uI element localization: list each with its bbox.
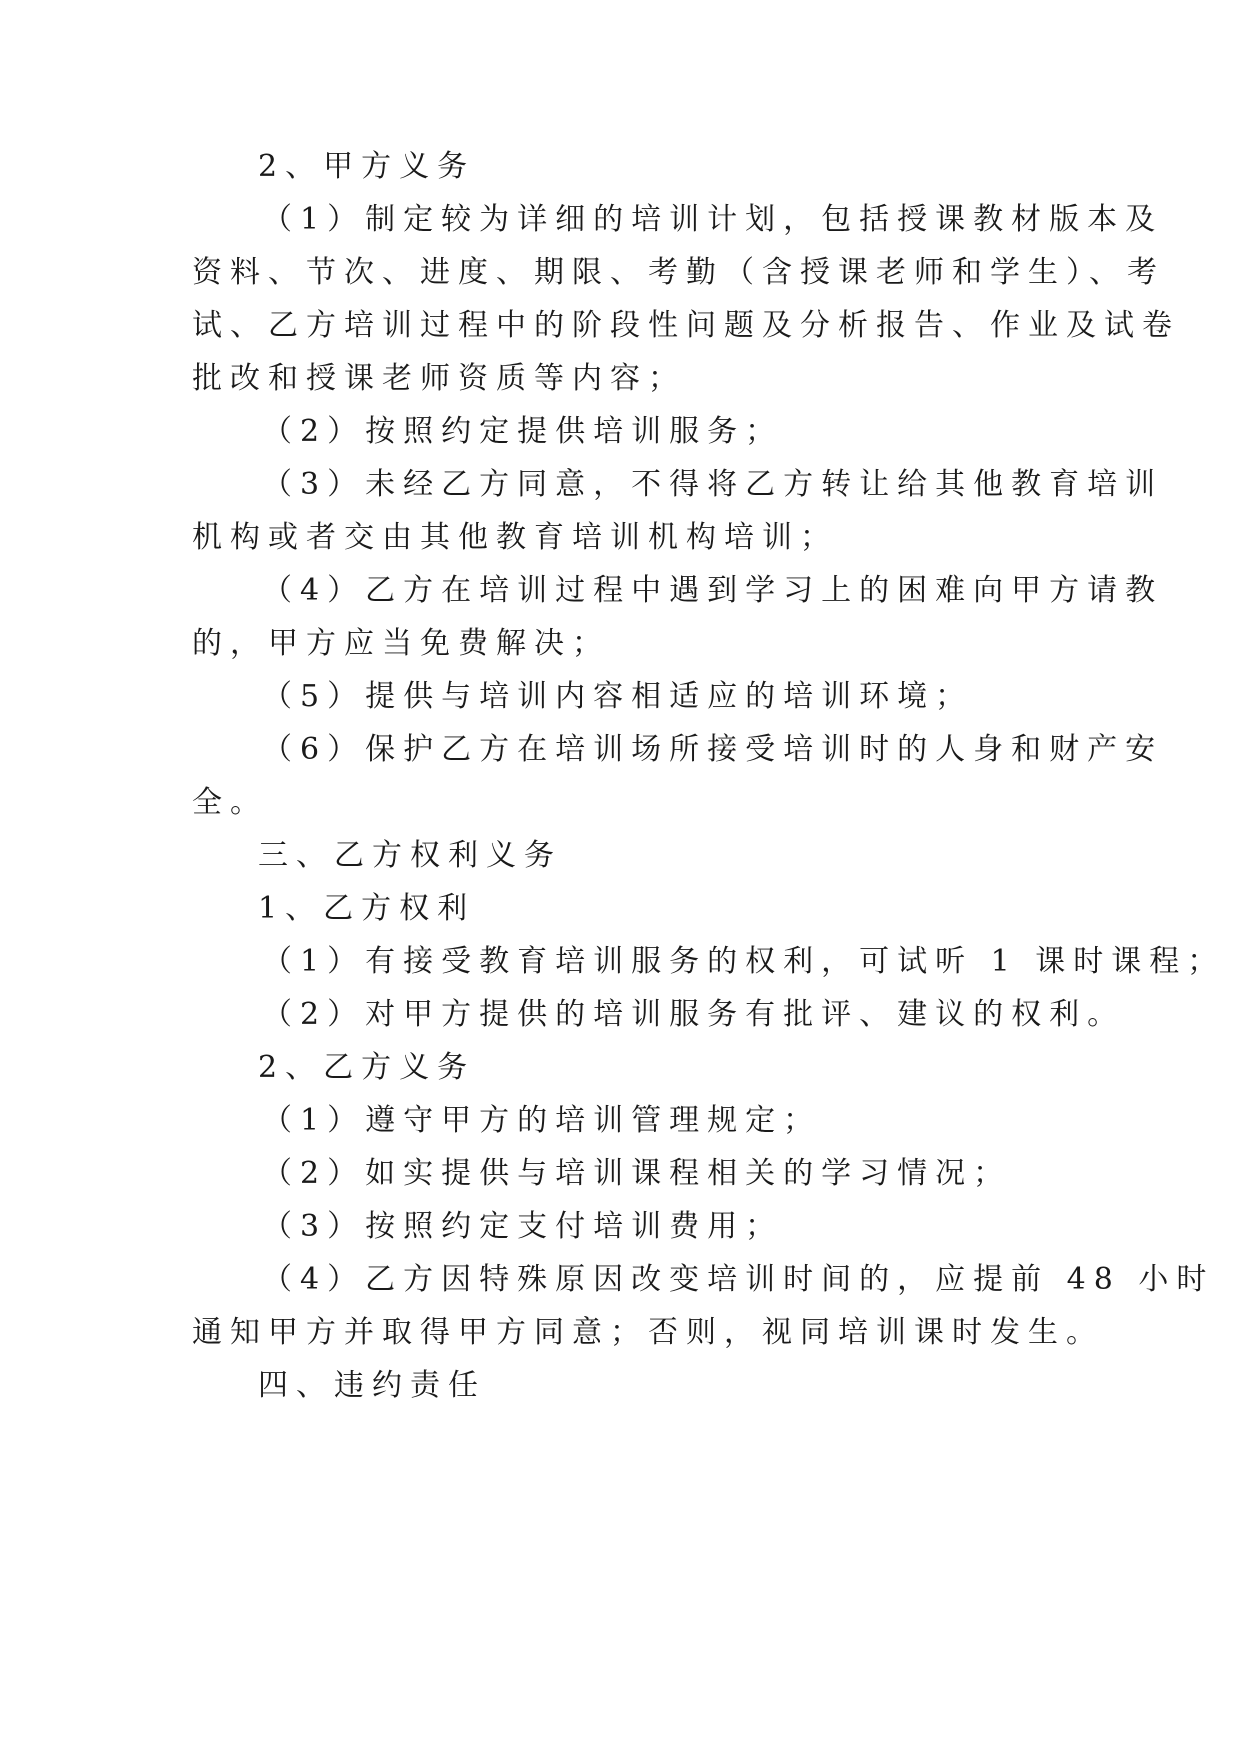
paragraph-line: （2）对甲方提供的培训服务有批评、建议的权利。 bbox=[262, 997, 1126, 1032]
paragraph-line: 的，甲方应当免费解决； bbox=[192, 626, 610, 661]
paragraph-line: （1）有接受教育培训服务的权利，可试听 1 课时课程； bbox=[262, 944, 1226, 979]
section-heading-breach: 四、违约责任 bbox=[258, 1368, 486, 1403]
paragraph-line: （4）乙方因特殊原因改变培训时间的，应提前 48 小时 bbox=[262, 1262, 1215, 1297]
paragraph-line: 批改和授课老师资质等内容； bbox=[192, 361, 686, 396]
heading-party-a-obligations: 2、甲方义务 bbox=[258, 149, 476, 184]
paragraph-line: （2）如实提供与培训课程相关的学习情况； bbox=[262, 1156, 1012, 1191]
paragraph-line: （3）未经乙方同意，不得将乙方转让给其他教育培训 bbox=[262, 467, 1164, 502]
paragraph-line: （1）制定较为详细的培训计划，包括授课教材版本及 bbox=[262, 202, 1164, 237]
paragraph-line: 机构或者交由其他教育培训机构培训； bbox=[192, 520, 838, 555]
heading-party-b-rights: 1、乙方权利 bbox=[258, 891, 476, 926]
paragraph-line: （2）按照约定提供培训服务； bbox=[262, 414, 784, 449]
paragraph-line: （5）提供与培训内容相适应的培训环境； bbox=[262, 679, 974, 714]
heading-party-b-obligations: 2、乙方义务 bbox=[258, 1050, 476, 1085]
paragraph-line: （3）按照约定支付培训费用； bbox=[262, 1209, 784, 1244]
paragraph-line: 试、乙方培训过程中的阶段性问题及分析报告、作业及试卷 bbox=[192, 308, 1180, 343]
paragraph-line: （4）乙方在培训过程中遇到学习上的困难向甲方请教 bbox=[262, 573, 1164, 608]
section-heading-party-b: 三、乙方权利义务 bbox=[258, 838, 562, 873]
paragraph-line: 通知甲方并取得甲方同意；否则，视同培训课时发生。 bbox=[192, 1315, 1104, 1350]
paragraph-line: （1）遵守甲方的培训管理规定； bbox=[262, 1103, 822, 1138]
paragraph-line: 全。 bbox=[192, 785, 268, 820]
paragraph-line: 资料、节次、进度、期限、考勤（含授课老师和学生）、考 bbox=[192, 255, 1165, 290]
paragraph-line: （6）保护乙方在培训场所接受培训时的人身和财产安 bbox=[262, 732, 1164, 767]
